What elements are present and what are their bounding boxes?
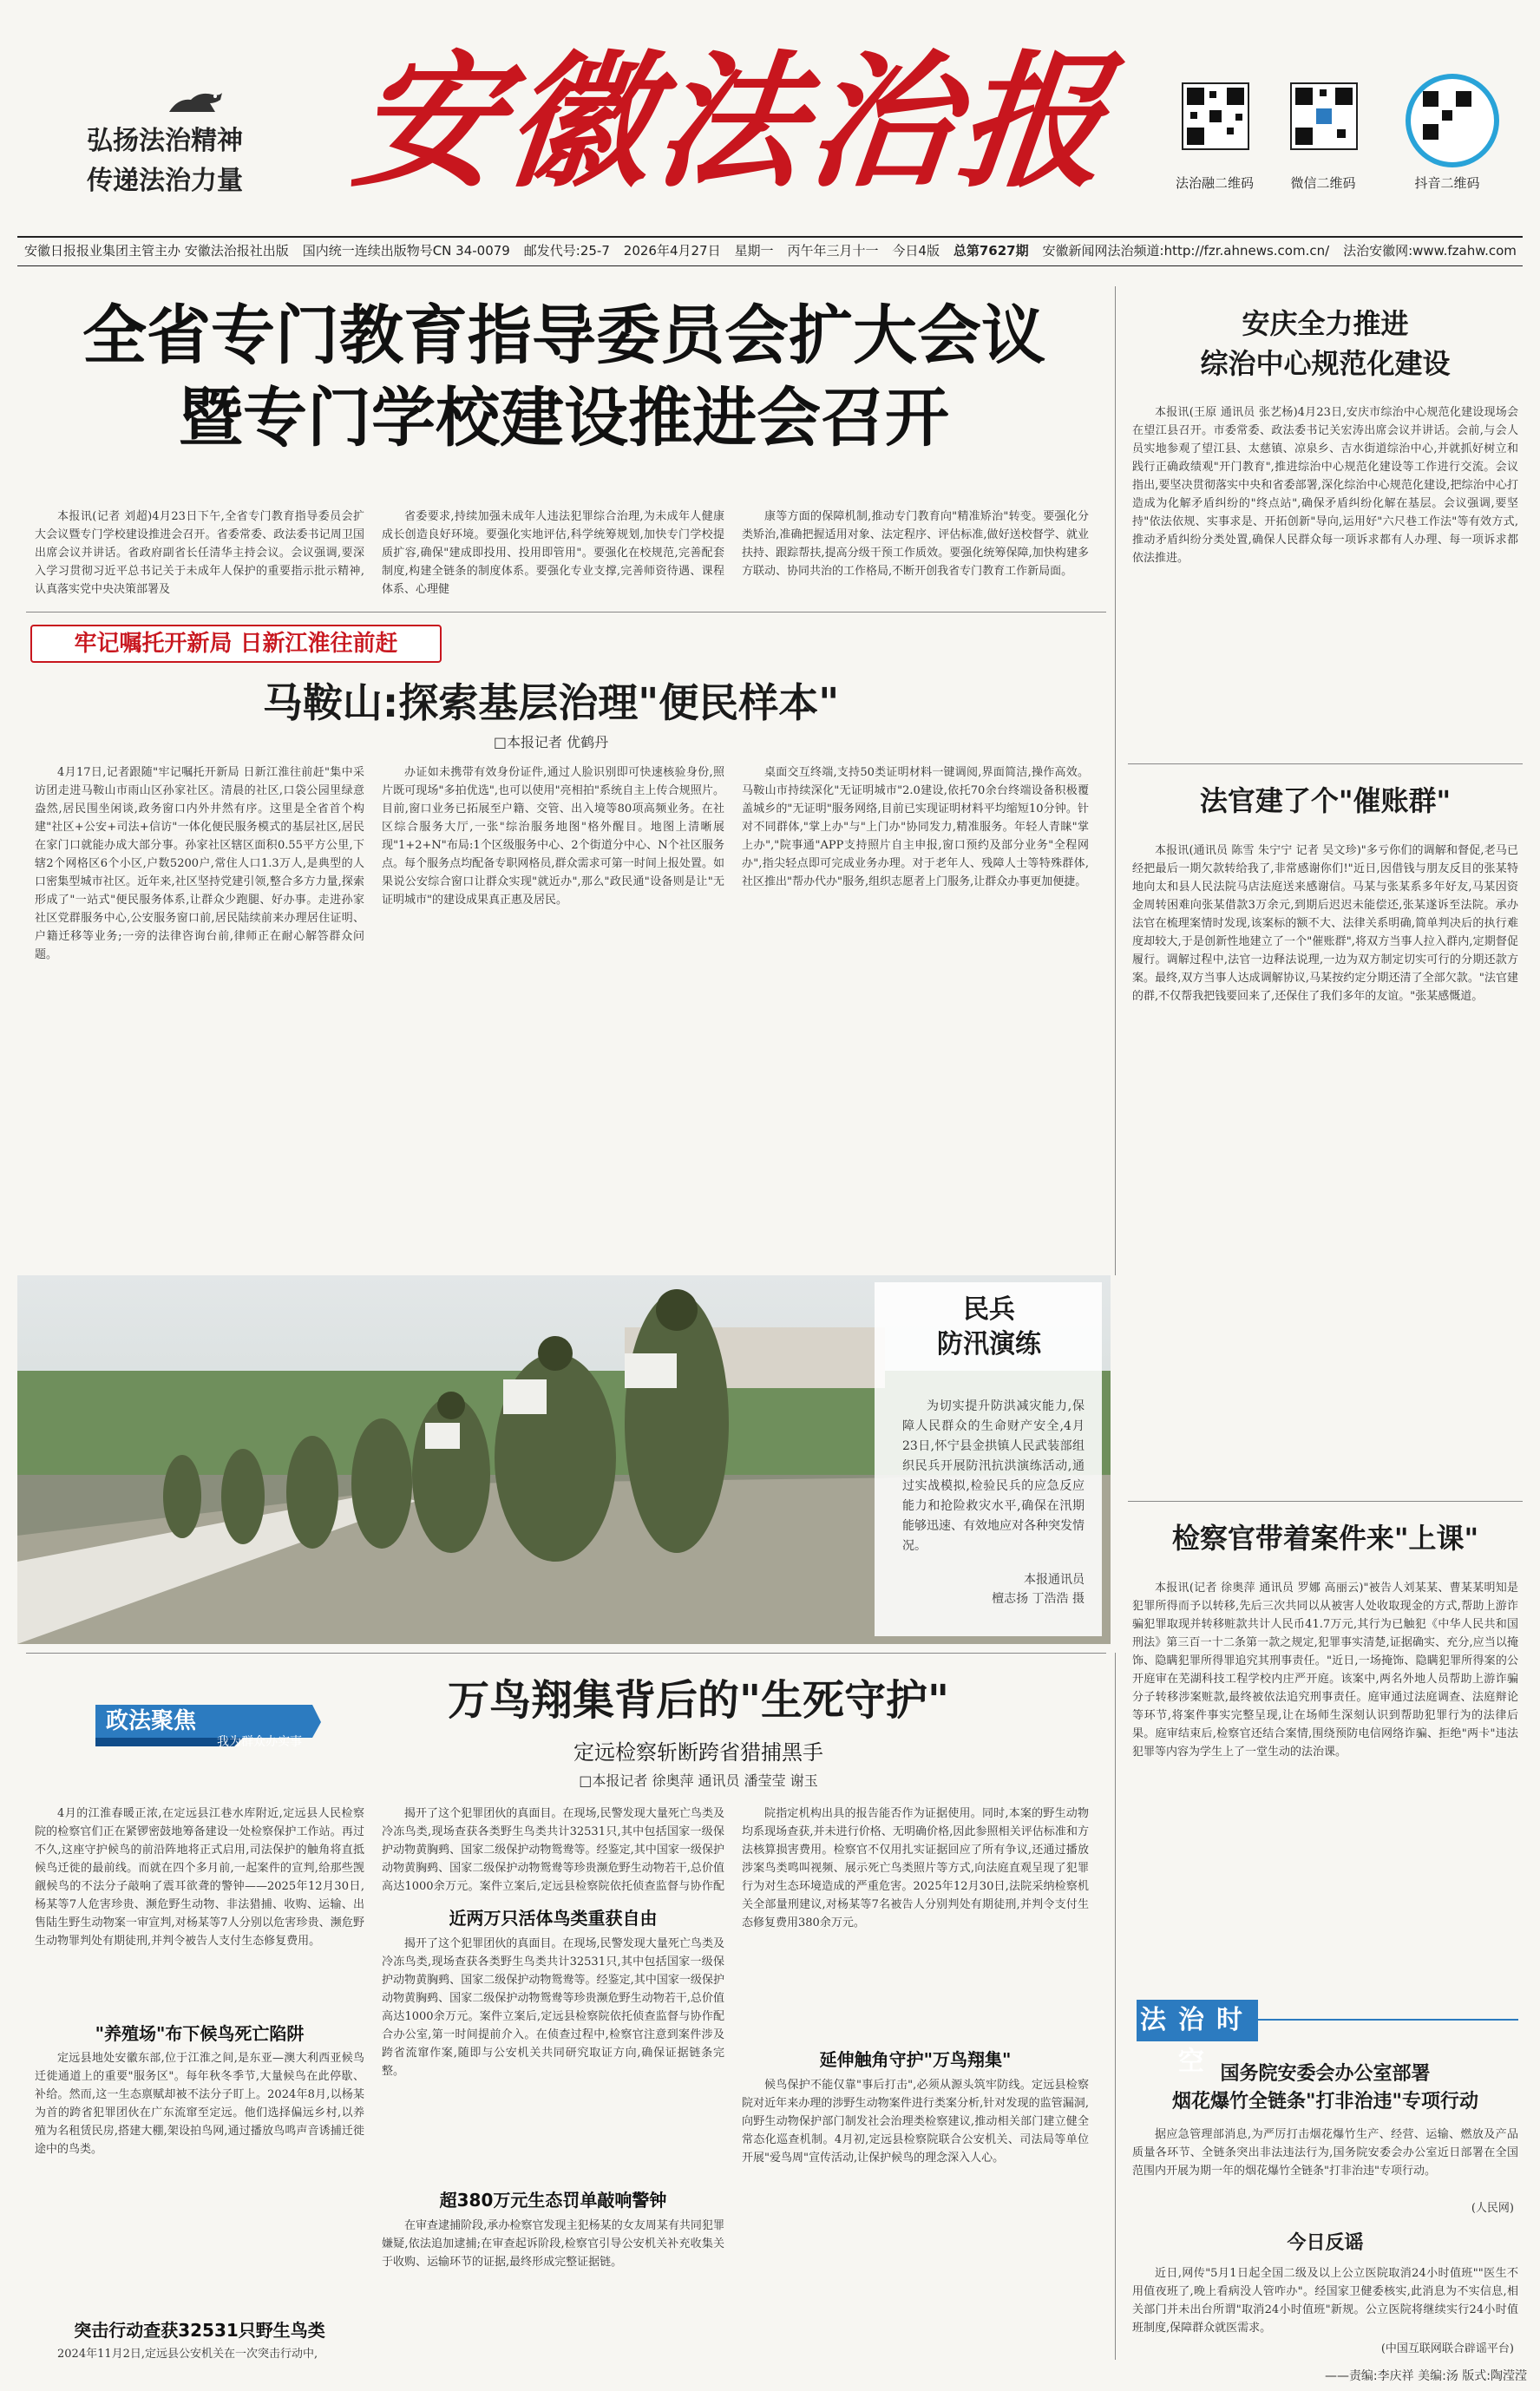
fz-body: 据应急管理部消息,为严厉打击烟花爆竹生产、经营、运输、燃放及产品质量各环节、全链条突出非法违法行为,国务院安委会办公室近日部署在全国范围内开展为期一年的烟花爆竹全链条"打非治违"专项行动。 (1132, 2128, 1518, 2178)
lead-body-col1: 本报讯(记者 刘超)4月23日下午,全省专门教育指导委员会扩大会议暨专门学校建设推进会召开。省委常委、政法委书记周卫国出席会议并讲话。省政府副省长任清华主持会议。会议强调,要深入学习贯彻习近平总书记关于未成年人保护的重要指示批示精神,认真落实党中央决策部署及 (35, 510, 364, 596)
birds-subhead-3: 近两万只活体鸟类重获自由 (449, 1908, 658, 1929)
divider (1258, 2019, 1518, 2021)
photo-caption: 为切实提升防洪减灾能力,保障人民群众的生命财产安全,4月23日,怀宁县金拱镇人民武装部组织民兵开展防汛抗洪演练活动,通过实战模拟,检验民兵的应急反应能力和抢险救灾水平,确保在汛期能够迅速、有效地应对各种突发情况。 (902, 1399, 1085, 1553)
qr-label: 抖音二维码 (1414, 175, 1480, 191)
birds-headline: 万鸟翔集背后的"生死守护" (447, 1676, 950, 1725)
zhengfa-jujiao-box: 政法聚焦 我为群众办实事 (95, 1696, 321, 1746)
maanshan-body-col1: 4月17日,记者跟随"牢记嘱托开新局 日新江淮往前赶"集中采访团走进马鞍山市雨山区孙家社区。清晨的社区,口袋公园里绿意盎然,居民围坐闲谈,政务窗口内外井然有序。这里是全省首个构建"社区+公安+司法+信访"一体化便民服务模式的基层社区,居民在家门口就能办成大部分事。孙家社区辖区面积0.55平方公里,下辖2个网格区6个小区,户数5200户,常住人口1.3万人,是典型的人口密集型城市社区。近年来,社区坚持党建引领,整合多方力量,探索形成了"一站式"便民服务体系,让群众少跑腿、好办事。走进孙家社区党群服务中心,公安服务窗口前,居民陆续前来办理居住证明、户籍迁移等业务;一旁的法律咨询台前,律师正在耐心解答群众问题。 (35, 766, 364, 961)
photo-credit: 本报通讯员 檀志扬 丁浩浩 摄 (992, 1573, 1085, 1606)
column-divider (1115, 1653, 1116, 2360)
column-divider (1115, 286, 1116, 1275)
qr-code-icon (1290, 82, 1358, 150)
divider (26, 1653, 1106, 1654)
birds-body-col1c: 2024年11月2日,定远县公安机关在一次突击行动中, (57, 2348, 318, 2361)
lead-body-col2: 省委要求,持续加强未成年人违法犯罪综合治理,为未成年人健康成长创造良好环境。要强化实地评估,科学统筹规划,加快专门学校提质扩容,确保"建成即投用、投用即管用"。要强化在校规范,完善配套制度,构建全链条的制度体系。要强化专业支撑,完善师资待遇、课程体系、心理健 (382, 510, 724, 596)
douyin-qr-icon (1406, 74, 1499, 167)
birds-body-col2c: 在审查逮捕阶段,承办检察官发现主犯杨某的女友周某有共同犯罪嫌疑,依法追加逮捕;在审查起诉阶段,检察官引导公安机关补充收集关于收购、运输环节的证据,最终形成完整证据链。 (382, 2219, 724, 2269)
birds-body-col1a: 4月的江淮春暖正浓,在定远县江巷水库附近,定远县人民检察院的检察官们正在紧锣密鼓地筹备建设一处检察保护工作站。再过不久,这座守护候鸟的前沿阵地将正式启用,司法保护的触角将直抵候鸟迁徙的最前线。而就在四个多月前,一起案件的宣判,给那些觊觎候鸟的不法分子敲响了震耳欲聋的警钟——2025年12月30日,杨某等7人危害珍贵、濒危野生动物、非法猎捕、收购、运输、出售陆生野生动物案一审宣判,对杨某等7人分别以危害珍贵、濒危野生动物罪判处有期徒刑,并判令被告人支付生态修复费用。 (35, 1807, 364, 1948)
today-rumor-title: 今日反谣 (1287, 2232, 1364, 2254)
qr-label: 法治融二维码 (1175, 175, 1254, 191)
divider (17, 236, 1523, 238)
birds-subhead-2: 突击行动查获32531只野生鸟类 (74, 2320, 325, 2341)
today-rumor-source: (中国互联网联合辟谣平台) (1380, 2342, 1514, 2355)
divider (1128, 1501, 1523, 1502)
lead-body-col3: 康等方面的保障机制,推动专门教育向"精准矫治"转变。要强化分类矫治,准确把握适用对象、法定程序、评估标准,做好送校督学、就业扶持、跟踪帮扶,提高分级干预工作质效。要强化统筹保障,加快构建多方联动、协同共治的工作格局,不断开创我省专门教育工作新局面。 (742, 510, 1089, 578)
birds-subhead-4: 超380万元生态罚单敲响警钟 (439, 2190, 667, 2211)
prosecutor-headline: 检察官带着案件来"上课" (1171, 1522, 1479, 1555)
divider (17, 265, 1523, 266)
maanshan-byline: □本报记者 优鹤丹 (493, 734, 609, 750)
qr-label: 微信二维码 (1290, 175, 1356, 191)
bird-logo-icon (165, 82, 226, 121)
birds-body-col2b: 揭开了这个犯罪团伙的真面目。在现场,民警发现大量死亡鸟类及冷冻鸟类,现场查获各类野生鸟类共计32531只,其中包括国家一级保护动物黄胸鹀、国家二级保护动物鸳鸯等。经鉴定,其中国家一级保护动物黄胸鹀、国家二级保护动物鸳鸯等珍贵濒危野生动物若干,总价值高达1000余万元。案件立案后,定远县检察院依托侦查监督与协作配合办公室,第一时间提前介入。在侦查过程中,检察官注意到案件涉及跨省流窜作案,随即与公安机关共同研究取证方向,确保证据链条完整。 (382, 1937, 724, 2078)
anqing-headline: 安庆全力推进 综治中心规范化建设 (1200, 307, 1451, 380)
today-rumor-body: 近日,网传"5月1日起全国二级及以上公立医院取消24小时值班""医生不用值夜班了,晚上看病没人管咋办"。经国家卫健委核实,此消息为不实信息,相关部门并未出台所谓"取消24小时值班"新规。公立医院将继续实行24小时值班制度,保障群众就医需求。 (1132, 2267, 1518, 2335)
court-body: 本报讯(通讯员 陈雪 朱宁宁 记者 吴文珍)"多亏你们的调解和督促,老马已经把最后一期欠款转给我了,非常感谢你们!"近日,因借钱与朋友反目的张某特地向太和县人民法院马店法庭送来感谢信。马某与张某系多年好友,马某因资金周转困难向张某借款3万余元,到期后迟迟未能偿还,张某遂诉至法院。承办法官在梳理案情时发现,该案标的额不大、法律关系明确,简单判决后的执行难度却较大,于是创新性地建立了一个"催账群",将双方当事人拉入群内,定期督促履行。调解过程中,法官一边释法说理,一边为双方制定切实可行的分期还款方案。最终,双方当事人达成调解协议,马某按约定分期还清了全部欠款。"法官建的群,不仅帮我把钱要回来了,还保住了我们多年的友谊。"张某感慨道。 (1132, 844, 1518, 1003)
fz-headline: 国务院安委会办公室部署 烟花爆竹全链条"打非治违"专项行动 (1172, 2063, 1478, 2113)
photo-title: 民兵 防汛演练 (937, 1294, 1041, 1359)
anqing-body: 本报讯(王原 通讯员 张艺杨)4月23日,安庆市综治中心规范化建设现场会在望江县召开。市委常委、政法委书记关宏涛出席会议并讲话。会前,与会人员实地参观了望江县、太慈镇、凉泉乡、吉水街道综治中心,并就抓好树立和践行正确政绩观"开门教育",推进综治中心规范化建设等工作进行交流。会议指出,要坚决贯彻落实中央和省委部署,深化综治中心规范化建设,把综治中心打造成为化解矛盾纠纷的"终点站",确保矛盾纠纷化解在基层。会议强调,要坚持"依法依规、实事求是、开拓创新"导向,运用好"六尺巷工作法"等有效方式,推动矛盾纠纷分类处置,确保人民群众每一项诉求都有人办理、每一项诉求都依法推进。 (1132, 406, 1518, 565)
editor-credits: ——责编:李庆祥 美编:汤 版式:陶滢滢 (1324, 2369, 1527, 2383)
lead-headline: 全省专门教育指导委员会扩大会议 暨专门学校建设推进会召开 (82, 298, 1045, 455)
maanshan-body-col2: 办证如未携带有效身份证件,通过人脸识别即可快速核验身份,照片既可现场"多拍优选",也可以使用"亮相拍"系统自主上传合规照片。目前,窗口业务已拓展至户籍、交管、出入境等80项高频业务。在社区综合服务大厅,一张"综治服务地图"格外醒目。地图上清晰展现"1+2+N"布局:1个区级服务中心、2个街道分中心、N个社区服务点。每个服务点均配备专职网格员,群众需求可第一时间上报处置。如果说公安综合窗口让群众实现"就近办",那么"政民通"设备则是让"无证明城市"的建设成果真正惠及居民。 (382, 766, 724, 907)
maanshan-headline: 马鞍山:探索基层治理"便民样本" (262, 679, 840, 726)
court-headline: 法官建了个"催账群" (1199, 784, 1452, 817)
birds-body-col3: 院指定机构出具的报告能否作为证据使用。同时,本案的野生动物均系现场查获,并未进行价格、无明确价格,因此参照相关评估标准和方法核算损害费用。检察官不仅用扎实证据回应了所有争议,还通过播放涉案鸟类鸣叫视频、展示死亡鸟类照片等方式,向法庭直观呈现了犯罪行为对生态环境造成的严重危害。2025年12月30日,法院采纳检察机关全部量刑建议,对杨某等7名被告人分别判处有期徒刑,并判令支付生态修复费用380余万元。 (742, 1807, 1089, 1929)
birds-subhead-1: "养殖场"布下候鸟死亡陷阱 (95, 2023, 305, 2044)
fazhi-shikong-band: 法治时空 (1137, 2000, 1258, 2041)
maanshan-body-col3: 桌面交互终端,支持50类证明材料一键调阅,界面简洁,操作高效。马鞍山市持续深化"无证明城市"2.0建设,依托70余台终端设备积极覆盖城乡的"无证明"服务网络,目前已实现证明材料平均缩短10分钟。针对不同群体,"掌上办"与"上门办"协同发力,精准服务。年轻人青睐"掌上办","院事通"APP支持照片自主申报,窗口预约及部分业务"全程网办",指尖轻点即可完成业务办理。对于老年人、残障人士等特殊群体,社区推出"帮办代办"服务,组织志愿者上门服务,让群众办事更加便捷。 (742, 766, 1089, 888)
masthead-slogan: 弘扬法治精神 传递法治力量 (87, 126, 243, 196)
birds-subtitle: 定远检察斩断跨省猎捕黑手 (573, 1740, 823, 1765)
newspaper-title: 安徽法治报 (346, 36, 1120, 207)
fz-source: (人民网) (1471, 2202, 1514, 2215)
birds-body-col2: 揭开了这个犯罪团伙的真面目。在现场,民警发现大量死亡鸟类及冷冻鸟类,现场查获各类野生鸟类共计32531只,其中包括国家一级保护动物黄胸鹀、国家二级保护动物鸳鸯等。经鉴定,其中国家一级保护动物黄胸鹀、国家二级保护动物鸳鸯等珍贵濒危野生动物若干,总价值高达1000余万元。案件立案后,定远县检察院依托侦查监督与协作配 (382, 1807, 724, 1893)
birds-byline: □本报记者 徐奥萍 通讯员 潘莹莹 谢玉 (579, 1772, 818, 1789)
birds-body-col1b: 定远县地处安徽东部,位于江淮之间,是东亚—澳大利西亚候鸟迁徙通道上的重要"服务区"。每年秋冬季节,大量候鸟在此停歇、补给。然而,这一生态禀赋却被不法分子盯上。2024年8月,以杨某为首的跨省犯罪团伙在广东流窜至定远。他们选择偏远乡村,以养殖为名租赁民房,搭建大棚,架设拍鸟网,通过播放鸟鸣声音诱捕迁徙途中的鸟类。 (35, 2052, 364, 2156)
birds-body-col3b: 候鸟保护不能仅靠"事后打击",必须从源头筑牢防线。定远县检察院对近年来办理的涉野生动物案件进行类案分析,针对发现的监管漏洞,向野生动物保护部门制发社会治理类检察建议,推动相关部门建立健全常态化巡查机制。4月初,定远县检察院联合公安机关、司法局等单位开展"爱鸟周"宣传活动,让保护候鸟的理念深入人心。 (742, 2079, 1089, 2165)
info-bar: 安徽日报报业集团主管主办 安徽法治报社出版 国内统一连续出版物号CN 34-0079 邮发代号:25-7 2026年4月27日 星期一 丙午年三月十一 今日4版 总第7627期 安徽新闻网法治频道:http://fzr.ahnews.com.cn/ 法治安徽网:www.fzahw.com (24, 243, 1517, 259)
divider (1128, 763, 1523, 764)
prosecutor-body: 本报讯(记者 徐奥萍 通讯员 罗娜 高丽云)"被告人刘某某、曹某某明知是犯罪所得而予以转移,先后三次共同以从被害人处收取现金的方式,帮助上游诈骗犯罪取现并转移赃款共计人民币41.7万元,其行为已触犯《中华人民共和国刑法》第三百一十二条第一款之规定,犯罪事实清楚,证据确实、充分,应当以掩饰、隐瞒犯罪所得罪追究其刑事责任。"近日,一场掩饰、隐瞒犯罪所得案的公开庭审在芜湖科技工程学校内庄严开庭。该案中,两名外地人员帮助上游诈骗分子转移涉案赃款,最终被依法追究刑事责任。庭审通过法庭调查、法庭辩论等环节,将案件事实完整呈现,让在场师生深刻认识到帮助犯罪行为的法律后果。庭审结束后,检察官还结合案情,围绕预防电信网络诈骗、拒绝"两卡"违法犯罪等内容为学生上了一堂生动的法治课。 (1132, 1582, 1518, 1759)
qr-code-icon (1182, 82, 1249, 150)
section-tag: 牢记嘱托开新局 日新江淮往前赶 (30, 625, 442, 663)
birds-subhead-5: 延伸触角守护"万鸟翔集" (819, 2049, 1012, 2070)
